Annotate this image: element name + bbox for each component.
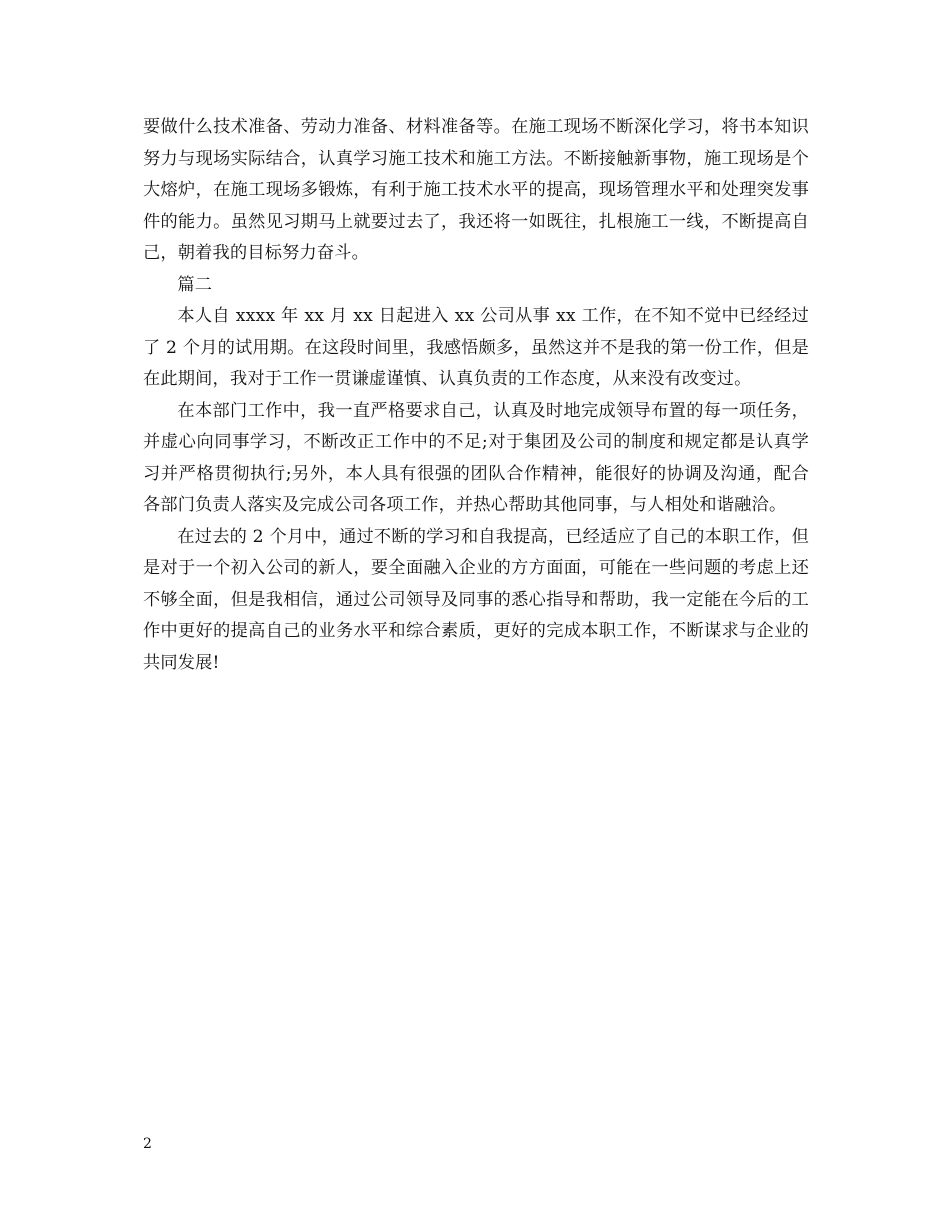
paragraph: 在本部门工作中，我一直严格要求自己，认真及时地完成领导布置的每一项任务，并虚心向同事学习，不断改正工作中的不足;对于集团及公司的制度和规定都是认真学习并严格贯彻执行;另外，本人具有很强的团队合作精神，能很好的协调及沟通，配合各部门负责人落实及完成公司各项工作，并热心帮助其他同事，与人相处和谐融洽。	[143, 400, 809, 515]
paragraph: 在过去的 2 个月中，通过不断的学习和自我提高，已经适应了自己的本职工作，但是对于一个初入公司的新人，要全面融入企业的方方面面，可能在一些问题的考虑上还不够全面，但是我相信，通过公司领导及同事的悉心指导和帮助，我一定能在今后的工作中更好的提高自己的业务水平和综合素质，更好的完成本职工作，不断谋求与企业的共同发展!	[143, 526, 809, 673]
document-body	[143, 112, 809, 679]
paragraph-continuation: 要做什么技术准备、劳动力准备、材料准备等。在施工现场不断深化学习，将书本知识努力与现场实际结合，认真学习施工技术和施工方法。不断接触新事物，施工现场是个大熔炉，在施工现场多锻炼，有利于施工技术水平的提高，现场管理水平和处理突发事件的能力。虽然见习期马上就要过去了，我还将一如既往，扎根施工一线，不断提高自己，朝着我的目标努力奋斗。	[143, 117, 809, 263]
section-heading: 篇二	[177, 274, 213, 295]
paragraph: 本人自 xxxx 年 xx 月 xx 日起进入 xx 公司从事 xx 工作，在不知不觉中已经经过了 2 个月的试用期。在这段时间里，我感悟颇多，虽然这并不是我的第一份工作，但是在此期间，我对于工作一贯谦虚谨慎、认真负责的工作态度，从来没有改变过。	[143, 306, 809, 389]
page-number: 2	[143, 1136, 152, 1152]
